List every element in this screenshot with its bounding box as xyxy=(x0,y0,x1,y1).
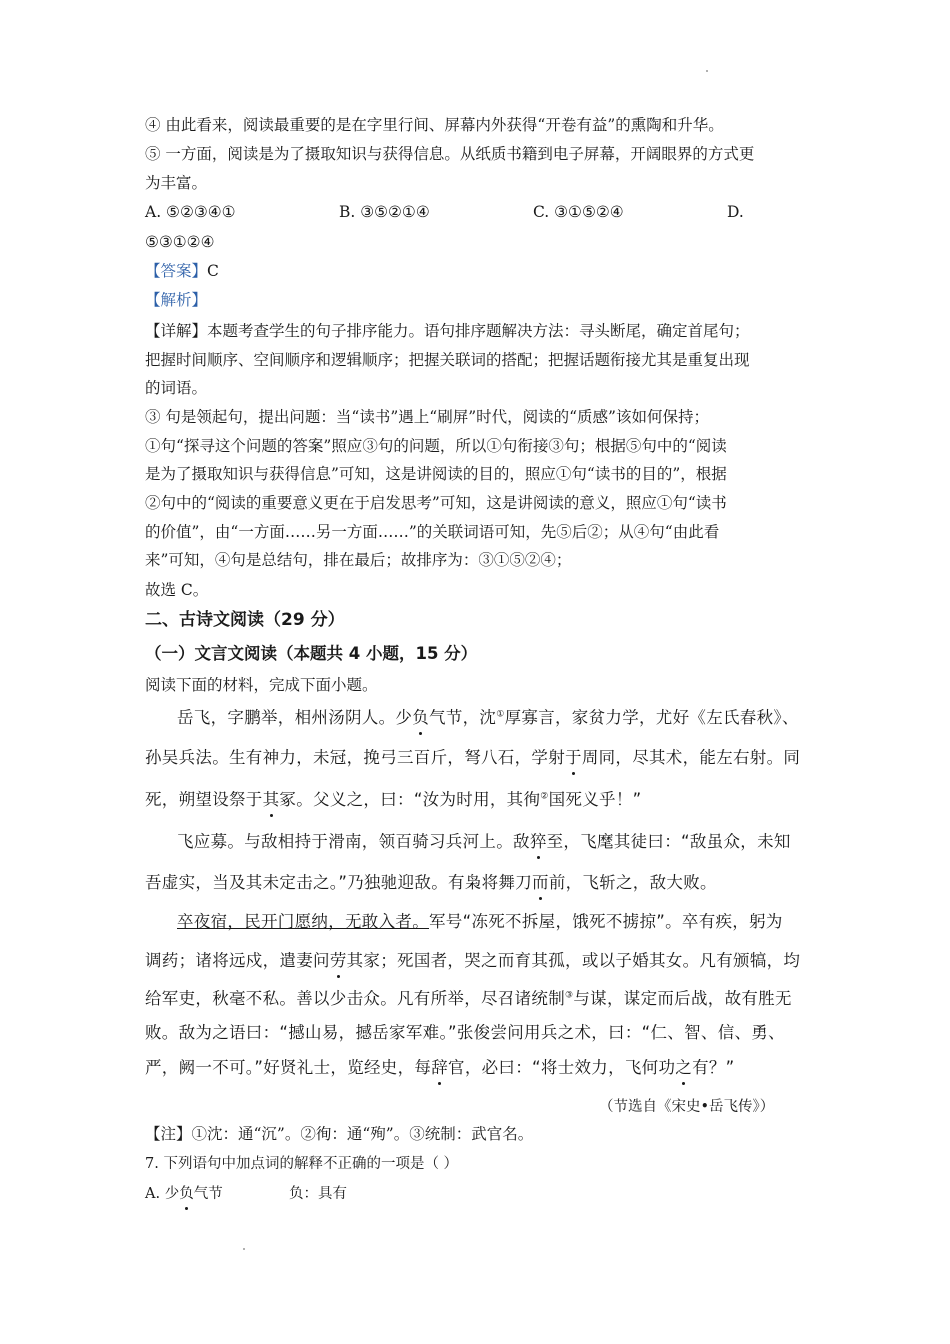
analysis-line: 【详解】本题考查学生的句子排序能力。语句排序题解决方法：寻头断尾，确定首尾句； xyxy=(145,322,750,340)
answer-value: C xyxy=(207,262,219,280)
option-line-5a: ⑤ 一方面，阅读是为了摄取知识与获得信息。从纸质书籍到电子屏幕，开阔眼界的方式更 xyxy=(145,145,755,163)
analysis-line: ②句中的“阅读的重要意义更在于启发思考”可知，这是讲阅读的意义，照应①句“读书 xyxy=(145,494,727,512)
choice-b: B. ③⑤②①④ xyxy=(339,203,430,221)
choice-a: A. ⑤②③④① xyxy=(145,203,236,221)
choice-d-value: ⑤③①②④ xyxy=(145,233,215,251)
passage-line: 吾虚实，当及其未定击之。”乃独驰迎敌。有枭将舞刀而前，飞斩之，敌大败。 xyxy=(145,871,717,895)
passage-note: 【注】①沈：通“沉”。②徇：通“殉”。③统制：武官名。 xyxy=(145,1125,534,1143)
analysis-line: 把握时间顺序、空间顺序和逻辑顺序；把握关联词的搭配；把握话题衔接尤其是重复出现 xyxy=(145,351,750,369)
analysis-line: 来”可知，④句是总结句，排在最后；故排序为：③①⑤②④； xyxy=(145,551,572,569)
passage-line: 岳飞，字鹏举，相州汤阴人。少负气节，沈①厚寡言，家贫力学，尤好《左氏春秋》、 xyxy=(177,706,799,730)
analysis-line: ①句“探寻这个问题的答案”照应③句的问题，所以①句衔接③句；根据⑤句中的“阅读 xyxy=(145,437,727,455)
analysis-line: 故选 C。 xyxy=(145,581,209,599)
option-line-5b: 为丰富。 xyxy=(145,174,208,192)
scan-mark xyxy=(706,70,708,72)
analysis-line: 是为了摄取知识与获得信息”可知，这是讲阅读的目的，照应①句“读书的目的”，根据 xyxy=(145,465,727,483)
passage-line: 孙吴兵法。生有神力，未冠，挽弓三百斤，弩八石，学射于周同，尽其术，能左右射。同 xyxy=(145,746,800,770)
section-intro: 阅读下面的材料，完成下面小题。 xyxy=(145,676,378,694)
section-title: 二、古诗文阅读（29 分） xyxy=(145,610,345,630)
analysis-line: 的价值”，由“一方面……另一方面……”的关联词语可知，先⑤后②；从④句“由此看 xyxy=(145,523,720,541)
passage-line: 死，朔望设祭于其冢。父义之，曰：“汝为时用，其徇②国死义乎！” xyxy=(145,788,642,812)
passage-line: 调药；诸将远戍，遣妻问劳其家；死国者，哭之而育其孤，或以子婚其女。凡有颁犒，均 xyxy=(145,949,800,973)
question-7-option-a-gloss: 负：具有 xyxy=(289,1186,347,1202)
answer-line xyxy=(145,260,219,282)
question-7-stem: 7. 下列语句中加点词的解释不正确的一项是（ ） xyxy=(145,1156,459,1172)
passage-line: 飞应募。与敌相持于滑南，领百骑习兵河上。敌猝至，飞麾其徒曰：“敌虽众，未知 xyxy=(177,830,791,854)
underlined-sentence: 卒夜宿，民开门愿纳，无敢入者。 xyxy=(177,912,429,931)
option-line-4: ④ 由此看来，阅读最重要的是在字里行间、屏幕内外获得“开卷有益”的熏陶和升华。 xyxy=(145,116,724,134)
passage-line: 卒夜宿，民开门愿纳，无敢入者。军号“冻死不拆屋，饿死不掳掠”。卒有疾，躬为 xyxy=(177,912,783,931)
passage-source: （节选自《宋史•岳飞传》） xyxy=(599,1099,775,1115)
analysis-line: 的词语。 xyxy=(145,379,208,397)
choice-c: C. ③①⑤②④ xyxy=(533,203,624,221)
passage-line: 严，阙一不可。”好贤礼士，览经史，每辞官，必曰：“将士效力，飞何功之有？” xyxy=(145,1056,735,1080)
subsection-title: （一）文言文阅读（本题共 4 小题，15 分） xyxy=(145,644,478,663)
choice-d: D. xyxy=(727,203,744,221)
scan-mark xyxy=(243,1248,245,1250)
question-7-option-a: A. 少负气节 xyxy=(145,1183,223,1205)
passage-line: 给军吏，秋毫不私。善以少击众。凡有所举，尽召诸统制③与谋，谋定而后战，故有胜无 xyxy=(145,989,792,1008)
passage-line: 败。敌为之语曰：“撼山易，撼岳家军难。”张俊尝问用兵之术，曰：“仁、智、信、勇、 xyxy=(145,1023,785,1042)
analysis-line: ③ 句是领起句，提出问题：当“读书”遇上“刷屏”时代，阅读的“质感”该如何保持； xyxy=(145,408,709,426)
answer-label: 【答案】 xyxy=(145,262,208,280)
analysis-label: 【解析】 xyxy=(145,291,208,309)
